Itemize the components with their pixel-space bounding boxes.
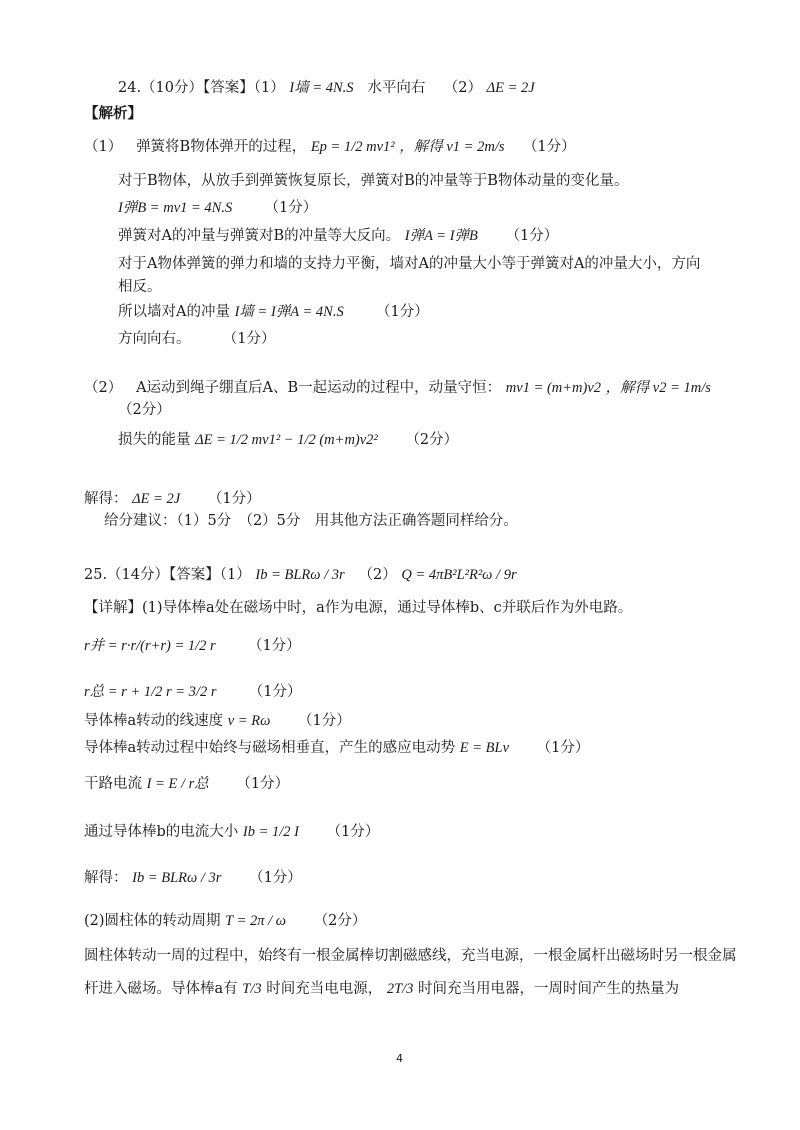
- q25-line-a: 圆柱体转动一周的过程中，始终有一根金属棒切割磁感线，充当电源，一根金属杆出磁场时另一根金属: [84, 948, 737, 964]
- q24-line3: I弹B = mv1 = 4N.S （1分）: [118, 200, 318, 216]
- q24-advice: 给分建议：（1）5分 （2）5分 用其他方法正确答题同样给分。: [104, 513, 518, 529]
- q25-velocity: 导体棒a转动的线速度 v = Rω （1分）: [84, 713, 351, 729]
- page-number: 4: [396, 1052, 403, 1065]
- q24-line2: 对于B物体，从放手到弹簧恢复原长，弹簧对B的冲量等于B物体动量的变化量。: [118, 173, 629, 189]
- q24-energy-eq: Ep = 1/2 mv1²: [310, 139, 395, 155]
- q24-answer-line: 24.（10分）【答案】（1） I墙 = 4N.S 水平向右 （2） ΔE = 2J: [118, 80, 535, 96]
- q25-period: (2)圆柱体的转动周期 T = 2π / ω （2分）: [84, 913, 367, 929]
- q24-part1-line1: （1） 弹簧将B物体弹开的过程， Ep = 1/2 mv1² ，解得 v1 = 2m/s （1分）: [84, 139, 576, 155]
- q25-current-b: 通过导体棒b的电流大小 Ib = 1/2 I （1分）: [84, 824, 380, 840]
- q25-r-total: r总 = r + 1/2 r = 3/2 r （1分）: [84, 684, 302, 700]
- q24-line5: 对于A物体弹簧的弹力和墙的支持力平衡，墙对A的冲量大小等于弹簧对A的冲量大小，方向: [118, 256, 701, 272]
- q24-answer2: ΔE = 2J: [486, 80, 535, 96]
- q25-answer2: Q = 4πB²L²R²ω / 9r: [401, 567, 517, 583]
- q24-answer1-direction: 水平向右: [367, 80, 426, 96]
- q24-loss-eq: ΔE = 1/2 mv1² − 1/2 (m+m)v2²: [195, 432, 378, 448]
- q24-line6: 相反。: [118, 279, 162, 295]
- q25-line-b: 杆进入磁场。导体棒a有 T/3 时间充当电电源， 2T/3 时间充当用电器，一周时间产生的热量为: [84, 981, 680, 997]
- q24-part2-score: （2分）: [118, 402, 171, 418]
- q24-jiexi-label: 【解析】: [84, 105, 142, 122]
- q24-line7: 所以墙对A的冲量 I墙 = I弹A = 4N.S （1分）: [118, 304, 429, 320]
- q25-detail: 【详解】(1)导体棒a处在磁场中时，a作为电源，通过导体棒b、c并联后作为外电路。: [84, 600, 633, 616]
- q24-answer1: I墙 = 4N.S: [289, 80, 354, 96]
- q25-answer1: Ib = BLRω / 3r: [255, 567, 345, 583]
- q24-line8: 方向向右。 （1分）: [118, 331, 276, 347]
- q24-line4: 弹簧对A的冲量与弹簧对B的冲量等大反向。 I弹A = I弹B （1分）: [118, 228, 559, 244]
- q25-emf: 导体棒a转动过程中始终与磁场相垂直，产生的感应电动势 E = BLv （1分）: [84, 740, 590, 756]
- q24-part2-line1: （2） A运动到绳子绷直后A、B一起运动的过程中，动量守恒： mv1 = (m+m)v2 ，解得 v2 = 1m/s: [84, 380, 711, 396]
- q25-current: 干路电流 I = E / r总 （1分）: [84, 776, 290, 792]
- q25-answer-line: 25.（14分）【答案】（1） Ib = BLRω / 3r （2） Q = 4πB²L²R²ω / 9r: [84, 567, 517, 583]
- q25-r-parallel: r并 = r·r/(r+r) = 1/2 r （1分）: [84, 638, 301, 654]
- q25-solution: 解得： Ib = BLRω / 3r （1分）: [84, 870, 302, 886]
- q24-loss-line: 损失的能量 ΔE = 1/2 mv1² − 1/2 (m+m)v2² （2分）: [118, 432, 459, 448]
- q24-solution: 解得： ΔE = 2J （1分）: [84, 491, 261, 507]
